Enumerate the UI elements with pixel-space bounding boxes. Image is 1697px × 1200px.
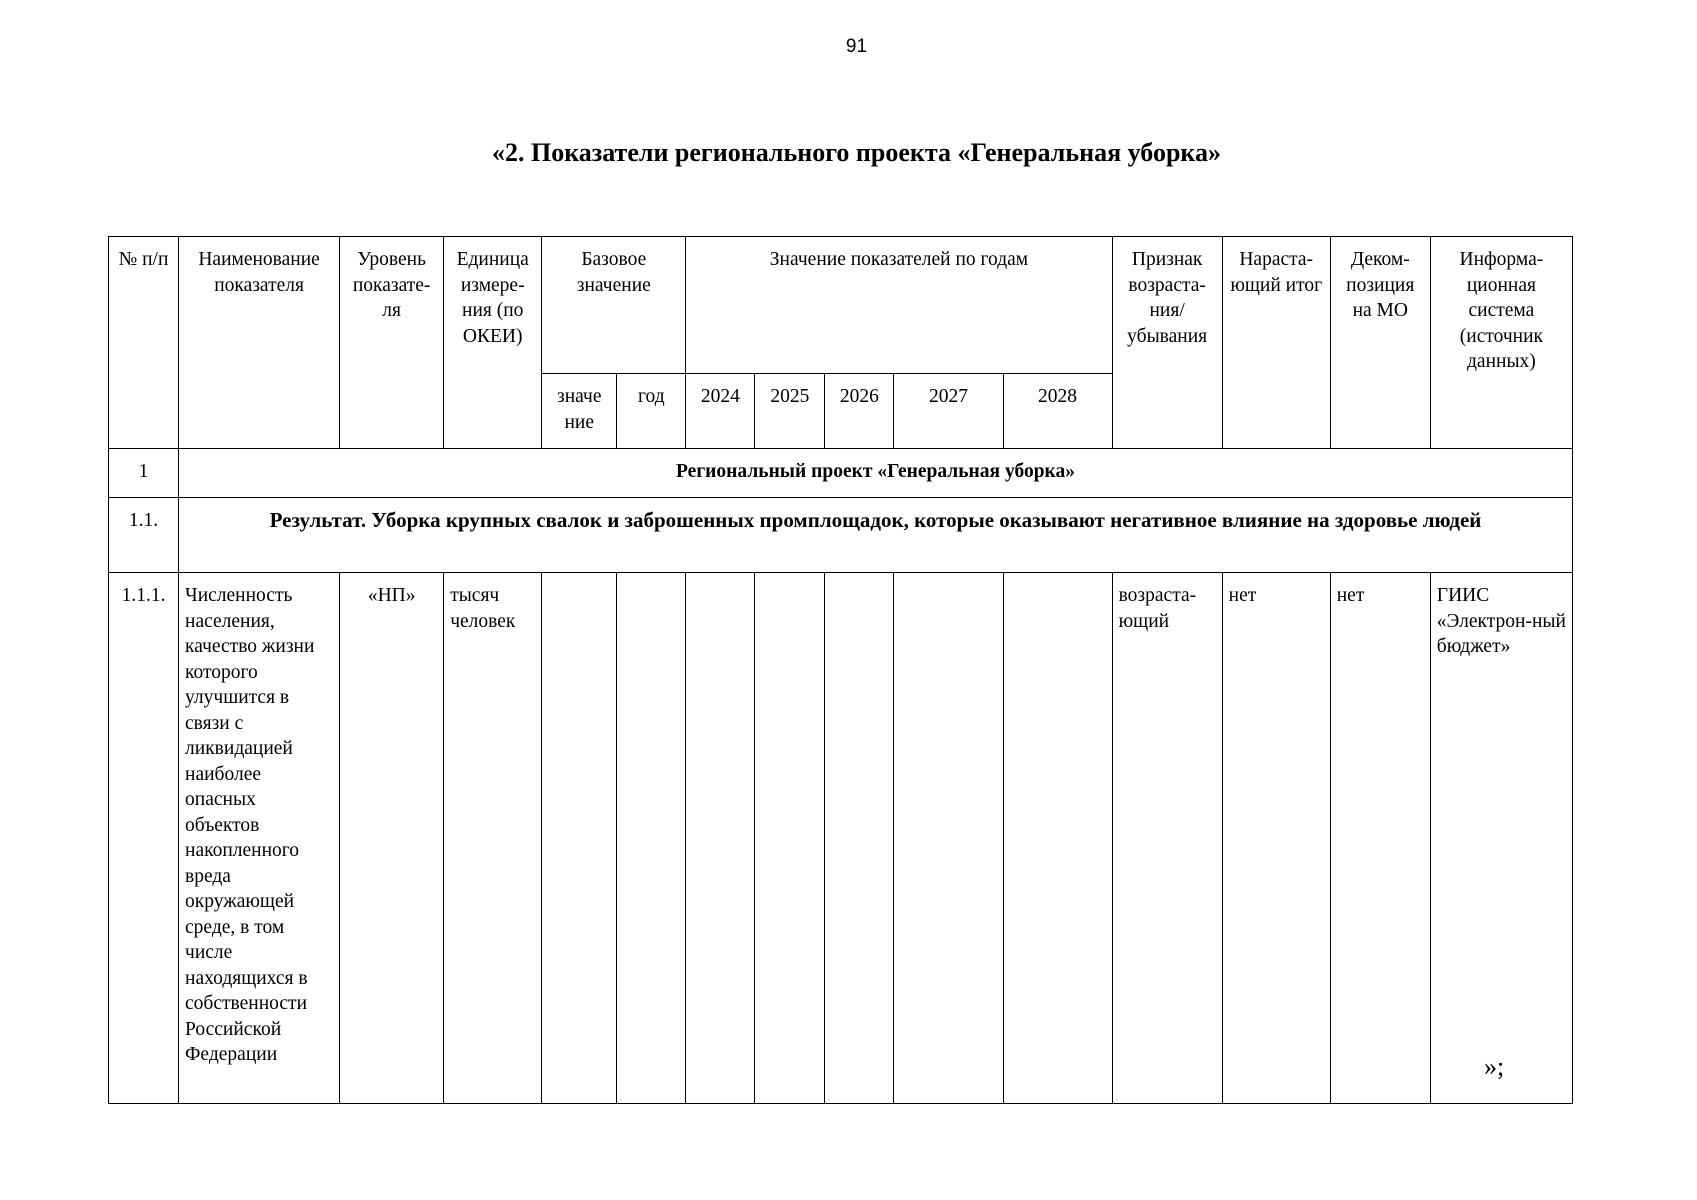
header-base-value: значе ние: [542, 374, 617, 449]
result-row-title: Результат. Уборка крупных свалок и заброшенных промплощадок, которые оказывают негативное влияние на здоровье людей: [179, 498, 1573, 573]
row-unit: тысяч человек: [444, 573, 542, 1104]
row-decomposition: нет: [1330, 573, 1430, 1104]
row-cumulative: нет: [1222, 573, 1330, 1104]
header-years-group: Значение показателей по годам: [686, 237, 1112, 374]
row-value-2028: [1003, 573, 1112, 1104]
header-info-system: Информа-ционная система (источник данных): [1430, 237, 1572, 449]
header-base: Базовое значение: [542, 237, 686, 374]
row-base-value: [542, 573, 617, 1104]
header-row: [109, 237, 1573, 374]
row-base-year: [617, 573, 686, 1104]
indicators-table: [108, 236, 1573, 1104]
page-number: 91: [845, 36, 868, 57]
header-cumulative: Нараста-ющий итог: [1222, 237, 1330, 449]
header-year-2025: 2025: [755, 374, 825, 449]
row-value-2024: [686, 573, 755, 1104]
closing-quote-mark: »;: [1484, 1052, 1505, 1081]
row-trend: возраста-ющий: [1112, 573, 1222, 1104]
header-year-2027: 2027: [894, 374, 1003, 449]
result-row: [109, 498, 1573, 573]
row-value-2027: [894, 573, 1003, 1104]
header-num: № п/п: [109, 237, 179, 449]
project-row-num: 1: [109, 449, 179, 498]
header-decomposition: Деком-позиция на МО: [1330, 237, 1430, 449]
row-level: «НП»: [340, 573, 444, 1104]
header-trend: Признак возраста-ния/ убывания: [1112, 237, 1222, 449]
row-info-system: ГИИС «Электрон-ный бюджет»: [1430, 573, 1572, 1104]
document-title: «2. Показатели регионального проекта «Генеральная уборка»: [491, 138, 1222, 167]
header-year-2026: 2026: [825, 374, 894, 449]
row-indicator-name: Численность населения, качество жизни которого улучшится в связи с ликвидацией наиболее опасных объектов накопленного вреда окружающей среде, в том числе находящихся в собственности Российской Федерации: [179, 573, 340, 1104]
result-row-num: 1.1.: [109, 498, 179, 573]
header-unit: Единица измере-ния (по ОКЕИ): [444, 237, 542, 449]
row-value-2025: [755, 573, 825, 1104]
project-row: [109, 449, 1573, 498]
row-value-2026: [825, 573, 894, 1104]
header-level: Уровень показате-ля: [340, 237, 444, 449]
header-base-year: год: [617, 374, 686, 449]
project-row-title: Региональный проект «Генеральная уборка»: [179, 449, 1573, 498]
row-num: 1.1.1.: [109, 573, 179, 1104]
header-year-2024: 2024: [686, 374, 755, 449]
table-row: [109, 573, 1573, 1104]
header-year-2028: 2028: [1003, 374, 1112, 449]
header-name: Наименование показателя: [179, 237, 340, 449]
